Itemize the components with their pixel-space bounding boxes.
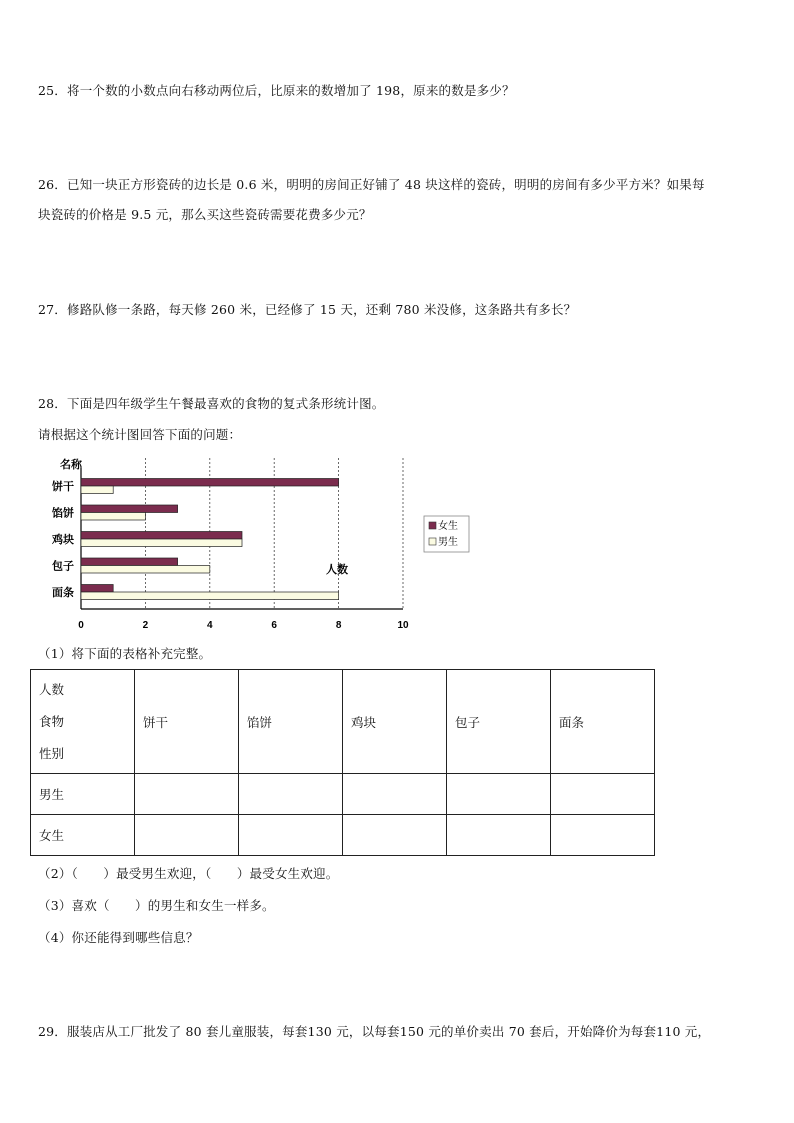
column-header: 包子 bbox=[447, 670, 551, 774]
question-29: 29．服装店从工厂批发了 80 套儿童服装，每套130 元，以每套150 元的单价卖出 70 套后，开始降价为每套110 元， bbox=[38, 1024, 711, 1039]
answer-cell[interactable] bbox=[447, 815, 551, 856]
row-header: 女生 bbox=[31, 815, 135, 856]
category-labels bbox=[51, 479, 74, 599]
column-header: 鸡块 bbox=[343, 670, 447, 774]
column-header: 饼干 bbox=[135, 670, 239, 774]
legend-label-girls: 女生 bbox=[438, 521, 458, 532]
answer-cell[interactable] bbox=[239, 774, 343, 815]
bar-boys bbox=[81, 566, 210, 574]
answer-cell[interactable] bbox=[239, 815, 343, 856]
answer-cell[interactable] bbox=[135, 815, 239, 856]
answer-cell[interactable] bbox=[135, 774, 239, 815]
answer-cell[interactable] bbox=[343, 774, 447, 815]
bar-girls bbox=[81, 558, 178, 566]
legend-swatch-girls bbox=[429, 522, 436, 529]
x-axis-label: 人数 bbox=[326, 564, 348, 576]
category-label: 鸡块 bbox=[52, 534, 74, 546]
row-header: 男生 bbox=[31, 774, 135, 815]
table-row bbox=[31, 774, 655, 815]
table-header-row bbox=[31, 670, 655, 774]
x-tick-label: 10 bbox=[397, 620, 409, 631]
table-row bbox=[31, 815, 655, 856]
bar-boys bbox=[81, 592, 339, 600]
answer-cell[interactable] bbox=[551, 774, 655, 815]
x-tick-label: 0 bbox=[78, 620, 84, 631]
answer-cell[interactable] bbox=[343, 815, 447, 856]
bar-girls bbox=[81, 585, 113, 593]
question-28-sub-4: （4）你还能得到哪些信息？ bbox=[38, 930, 199, 945]
category-label: 馅饼 bbox=[52, 507, 74, 520]
y-axis-label: 名称 bbox=[60, 459, 82, 471]
category-label: 包子 bbox=[52, 560, 74, 573]
chart-legend bbox=[424, 516, 469, 552]
x-tick-labels bbox=[78, 620, 409, 631]
bar-girls bbox=[81, 505, 178, 513]
question-28-line-1: 28．下面是四年级学生午餐最喜欢的食物的复式条形统计图。 bbox=[38, 396, 385, 411]
legend-label-boys: 男生 bbox=[438, 537, 458, 548]
legend-swatch-boys bbox=[429, 538, 436, 545]
answer-table bbox=[30, 669, 655, 856]
question-28-sub-3: （3）喜欢（ ）的男生和女生一样多。 bbox=[38, 898, 275, 913]
chart-bars bbox=[81, 479, 339, 600]
bar-boys bbox=[81, 513, 145, 521]
bar-boys bbox=[81, 486, 113, 494]
x-tick-label: 4 bbox=[207, 620, 213, 631]
question-28-sub-2: （2）（ ）最受男生欢迎，（ ）最受女生欢迎。 bbox=[38, 866, 339, 881]
answer-cell[interactable] bbox=[551, 815, 655, 856]
x-tick-label: 6 bbox=[271, 620, 277, 631]
question-28-line-2: 请根据这个统计图回答下面的问题： bbox=[38, 427, 242, 442]
table-corner-cell bbox=[31, 670, 135, 774]
category-label: 饼干 bbox=[52, 481, 74, 493]
corner-label: 人数 bbox=[39, 681, 65, 697]
question-28-sub-1: （1）将下面的表格补充完整。 bbox=[38, 646, 212, 661]
bar-boys bbox=[81, 539, 242, 547]
column-header: 馅饼 bbox=[239, 670, 343, 774]
bar-girls bbox=[81, 479, 339, 487]
column-header: 面条 bbox=[551, 670, 655, 774]
x-tick-label: 2 bbox=[142, 620, 149, 631]
bar-girls bbox=[81, 532, 242, 540]
category-label: 面条 bbox=[52, 587, 74, 599]
x-tick-label: 8 bbox=[335, 620, 342, 631]
corner-label: 性别 bbox=[39, 745, 65, 761]
question-26-line-1: 26．已知一块正方形瓷砖的边长是 0.6 米，明明的房间正好铺了 48 块这样的瓷砖，明明的房间有多少平方米？如果每 bbox=[38, 177, 705, 192]
bar-chart bbox=[34, 452, 484, 642]
corner-label: 食物 bbox=[39, 713, 65, 729]
question-27: 27．修路队修一条路，每天修 260 米，已经修了 15 天，还剩 780 米没修，这条路共有多长？ bbox=[38, 302, 577, 317]
question-25: 25．将一个数的小数点向右移动两位后，比原来的数增加了 198，原来的数是多少？ bbox=[38, 83, 515, 98]
question-26-line-2: 块瓷砖的价格是 9.5 元，那么买这些瓷砖需要花费多少元？ bbox=[38, 207, 372, 222]
answer-cell[interactable] bbox=[447, 774, 551, 815]
